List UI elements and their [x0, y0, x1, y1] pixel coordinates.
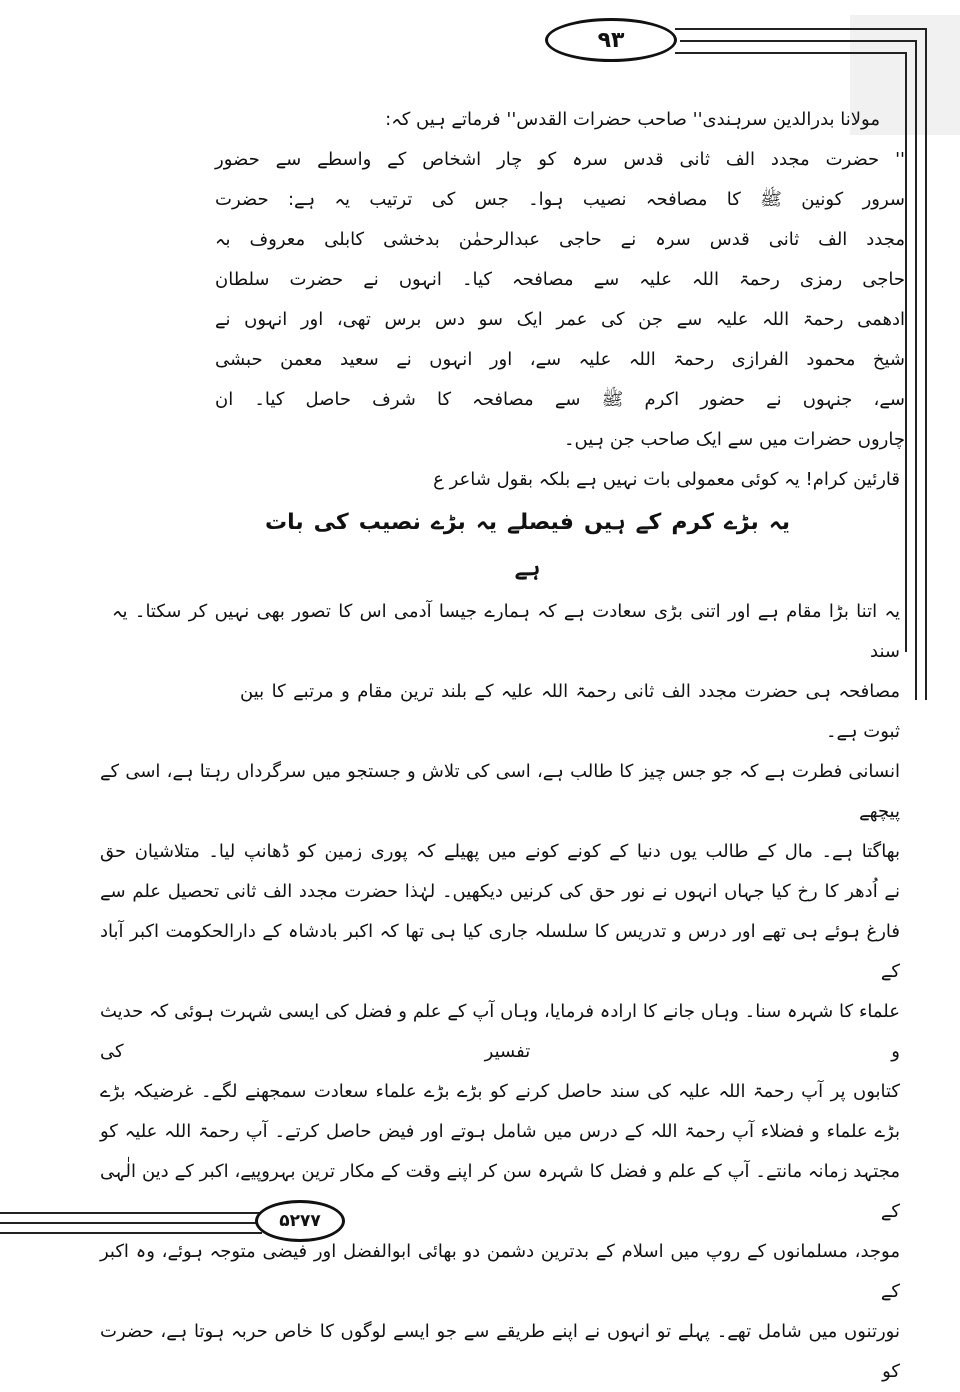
quote-line: مجدد الف ثانی قدس سرہ نے حاجی عبدالرحمٰن بدخشی کابلی معروف بہ	[215, 229, 905, 250]
quote-line: سے، جنہوں نے حضور اکرم ﷺ سے مصافحہ کا شرف حاصل کیا۔ ان	[215, 389, 905, 410]
paragraph-2	[0, 752, 960, 1392]
verse: یہ بڑے کرم کے ہیں فیصلے یہ بڑے نصیب کی بات ہے	[265, 510, 790, 581]
page-number-top: ۹۳	[545, 18, 677, 62]
heading: مولانا بدرالدین سرہندی'' صاحب حضرات القدس'' فرماتے ہیں کہ:	[385, 109, 880, 130]
page-number-bottom: ۵۲۷۷	[255, 1200, 345, 1242]
text-line: بھاگتا ہے۔ مال کے طالب یوں دنیا کے کونے کونے میں پھیلے کہ پوری زمین کو ڈھانپ لیا۔ متلاشیان حق	[100, 841, 900, 862]
quote-line: ادھمی رحمۃ اللہ علیہ سے جن کی عمر ایک سو دس برس تھی، اور انہوں نے	[215, 309, 905, 330]
text-line: مصافحہ ہی حضرت مجدد الف ثانی رحمۃ اللہ علیہ کے بلند ترین مقام و مرتبے کا بین ثبوت ہے۔	[240, 681, 900, 742]
quote-line: سرور کونین ﷺ کا مصافحہ نصیب ہوا۔ جس کی ترتیب یہ ہے: حضرت	[215, 189, 905, 210]
quote-line: چاروں حضرات میں سے ایک صاحب جن ہیں۔	[563, 429, 905, 450]
text-line: فارغ ہوئے ہی تھے اور درس و تدریس کا سلسلہ جاری کیا ہی تھا کہ اکبر بادشاہ کے دارالحکومت اکبر آباد کے	[100, 921, 900, 982]
frame-line	[680, 40, 915, 42]
text-line: علماء کا شہرہ سنا۔ وہاں جانے کا ارادہ فرمایا، وہاں آپ کے علم و فضل کی ایسی شہرت ہوئی کہ حدیث و تفسیر کی	[100, 1001, 900, 1062]
quote-line: '' حضرت مجدد الف ثانی قدس سرہ کو چار اشخاص کے واسطے سے حضور	[215, 149, 905, 170]
quote-line: شیخ محمود الفرازی رحمۃ اللہ علیہ سے، اور انہوں نے سعید معمن حبشی	[215, 349, 905, 370]
text-line: کتابوں پر آپ رحمۃ اللہ علیہ کی سند حاصل کرنے کو بڑے بڑے علماء سعادت سمجھنے لگے۔ غرضیکہ بڑے	[100, 1081, 900, 1102]
quote-block	[0, 140, 960, 460]
text-line: انسانی فطرت ہے کہ جو جس چیز کا طالب ہے، اسی کی تلاش و جستجو میں سرگرداں رہتا ہے، اسی کے پیچھے	[100, 761, 900, 822]
quote-line: حاجی رمزی رحمۃ اللہ علیہ سے مصافحہ کیا۔ انہوں نے حضرت سلطان	[215, 269, 905, 290]
text-line: نے اُدھر کا رخ کیا جہاں انہوں نے نور حق کی کرنیں دیکھیں۔ لہٰذا حضرت مجدد الف ثانی تحصیل علم سے	[100, 881, 900, 902]
paragraph-1	[0, 592, 960, 752]
text-line: بڑے علماء و فضلاء آپ رحمۃ اللہ کے درس میں شامل ہوتے اور فیض حاصل کرتے۔ آپ رحمۃ اللہ علیہ کو	[100, 1121, 900, 1142]
frame-line	[675, 28, 925, 30]
text-line: نورتنوں میں شامل تھے۔ پہلے تو انہوں نے اپنے طریقے سے جو ایسے لوگوں کا خاص حربہ ہوتا ہے، حضرت کو	[100, 1321, 900, 1382]
text-line: موجد، مسلمانوں کے روپ میں اسلام کے بدترین دشمن دو بھائی ابوالفضل اور فیضی متوجہ ہوئے، وہ اکبر کے	[100, 1241, 900, 1302]
intro-line: قارئین کرام! یہ کوئی معمولی بات نہیں ہے بلکہ بقول شاعر ع	[433, 469, 900, 490]
page-text	[0, 100, 960, 1392]
text-line: مجتہد زمانہ مانتے۔ آپ کے علم و فضل کا شہرہ سن کر اپنے وقت کے مکار ترین بہروپیے، اکبر کے دین الٰہی کے	[100, 1161, 900, 1222]
text-line: یہ اتنا بڑا مقام ہے اور اتنی بڑی سعادت ہے کہ ہمارے جیسا آدمی اس کا تصور بھی نہیں کر سکتا۔ یہ سند	[112, 601, 900, 662]
frame-line	[675, 52, 905, 54]
